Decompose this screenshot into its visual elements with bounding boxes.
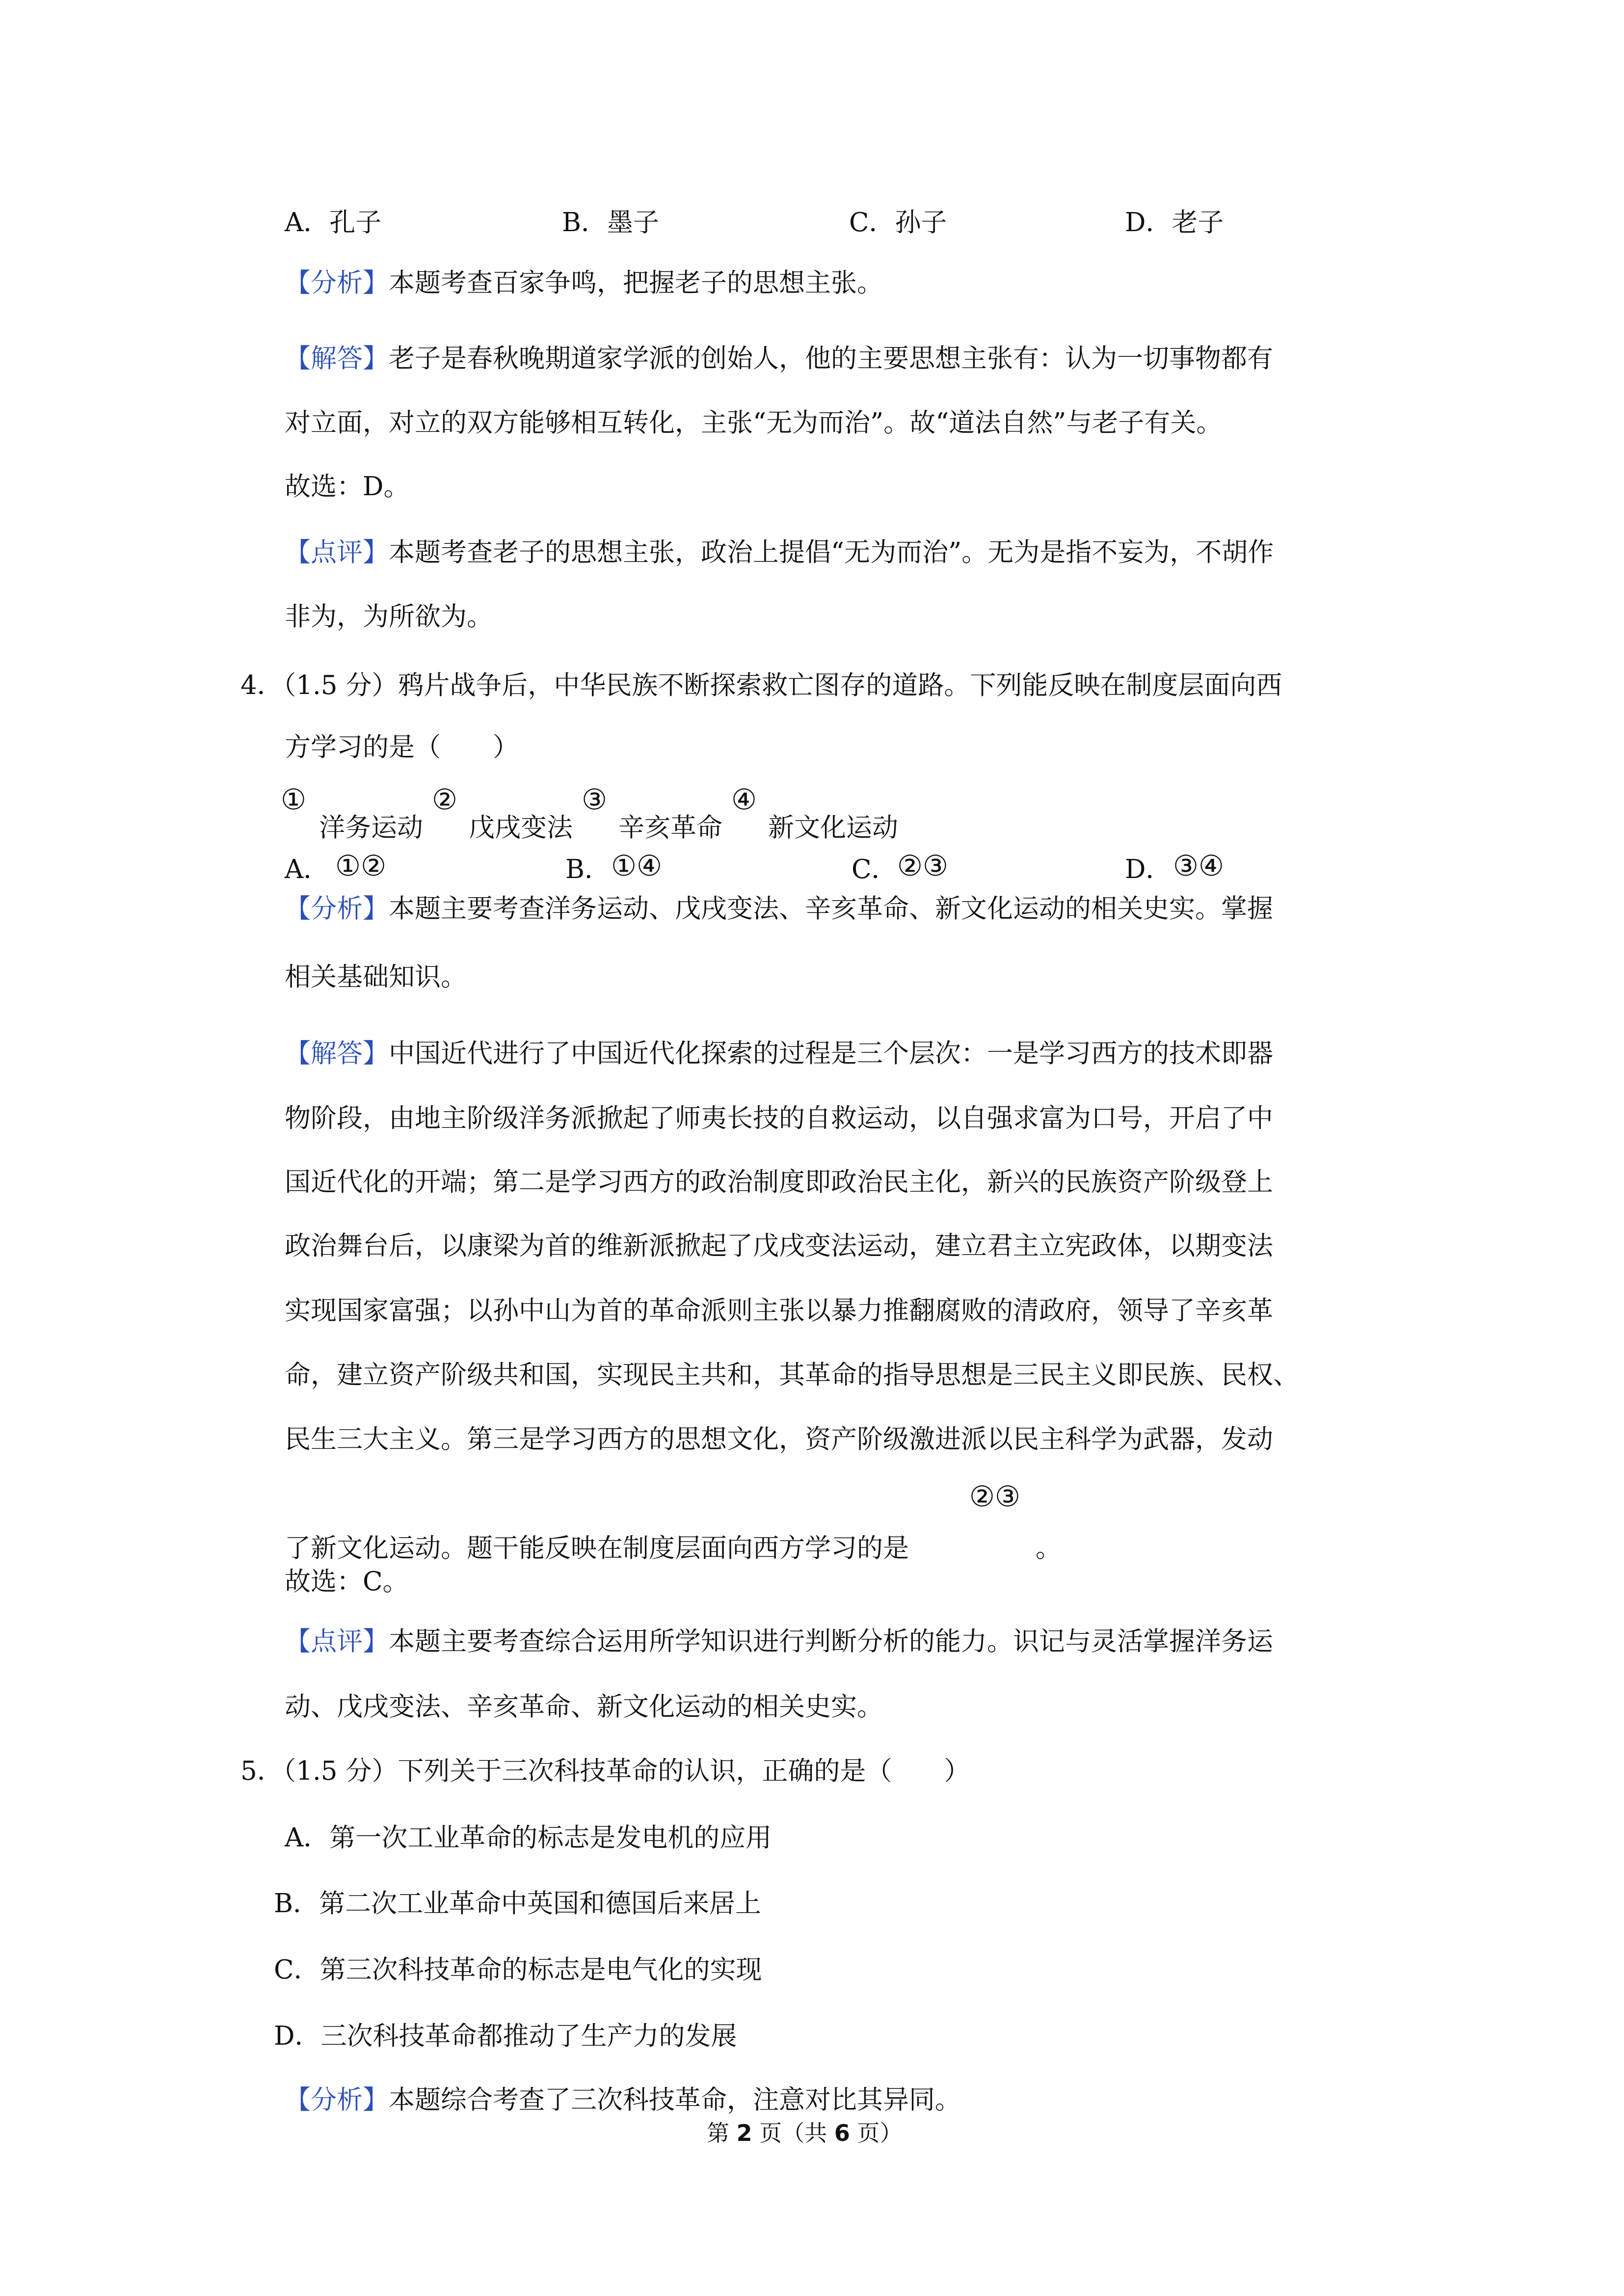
q4-option-d-value: ③④ — [1173, 849, 1224, 882]
q4-option-a-letter: A． — [285, 854, 330, 884]
q4-answer-text-1: 中国近代进行了中国近代化探索的过程是三个层次：一是学习西方的技术即器 — [389, 1039, 1273, 1068]
comment-tag: 【点评】 — [285, 1627, 389, 1656]
q4-answer-line-7: 民生三大主义。第三是学习西方的思想文化，资产阶级激进派以民主科学为武器，发动 — [285, 1424, 1273, 1454]
comment-tag: 【点评】 — [285, 537, 389, 567]
q4-option-c-letter: C． — [852, 854, 898, 884]
q3-comment-line-2: 非为，为所欲为。 — [285, 602, 493, 632]
q4-item-2-num: ② — [432, 783, 457, 816]
answer-tag: 【解答】 — [285, 1039, 389, 1068]
footer-post: 页） — [850, 2120, 903, 2146]
q3-option-a: A．孔子 — [285, 208, 382, 238]
q5-option-b: B．第二次工业革命中英国和德国后来居上 — [274, 1889, 761, 1919]
footer-pre: 第 — [707, 2120, 737, 2146]
q4-answer-line-2: 物阶段，由地主阶级洋务派掀起了师夷长技的自救运动，以自强求富为口号，开启了中 — [285, 1103, 1273, 1133]
q5-analysis — [285, 2087, 961, 2113]
q3-comment-text-1: 本题考查老子的思想主张，政治上提倡“无为而治”。无为是指不妄为，不胡作 — [389, 537, 1274, 567]
q4-item-1-text: 洋务运动 — [319, 813, 423, 843]
q3-analysis-text: 本题考查百家争鸣，把握老子的思想主张。 — [389, 268, 883, 298]
q4-analysis-text-1: 本题主要考查洋务运动、戊戌变法、辛亥革命、新文化运动的相关史实。掌握 — [389, 894, 1273, 924]
q5-stem: 5．（1.5 分）下列关于三次科技革命的认识，正确的是（ ） — [240, 1756, 970, 1786]
q4-answer-inline-value: ②③ — [969, 1480, 1020, 1513]
q4-answer-last-line: 了新文化运动。题干能反映在制度层面向西方学习的是 — [285, 1533, 909, 1563]
q4-answer-line-5: 实现国家富强；以孙中山为首的革命派则主张以暴力推翻腐败的清政府，领导了辛亥革 — [285, 1296, 1273, 1326]
page-footer — [707, 2122, 903, 2144]
q4-answer-line-1 — [285, 1041, 1273, 1067]
q4-answer-last-end: 。 — [1036, 1533, 1062, 1563]
q4-answer-choice: 故选：C。 — [285, 1567, 409, 1597]
q5-analysis-text: 本题综合考查了三次科技革命，注意对比其异同。 — [389, 2085, 961, 2115]
q3-comment-line-1 — [285, 539, 1274, 565]
q3-analysis — [285, 270, 883, 296]
q4-item-2-text: 戊戌变法 — [469, 813, 573, 843]
q4-answer-line-3: 国近代化的开端；第二是学习西方的政治制度即政治民主化，新兴的民族资产阶级登上 — [285, 1167, 1273, 1197]
q4-option-c-value: ②③ — [897, 849, 948, 882]
analysis-tag: 【分析】 — [285, 268, 389, 298]
q4-answer-line-4: 政治舞台后，以康梁为首的维新派掀起了戊戌变法运动，建立君主立宪政体，以期变法 — [285, 1231, 1273, 1261]
q4-option-a-value: ①② — [335, 849, 386, 882]
q4-analysis-line-2: 相关基础知识。 — [285, 962, 467, 992]
q3-answer-choice: 故选：D。 — [285, 472, 410, 502]
q3-option-d: D．老子 — [1125, 208, 1224, 238]
q4-item-1-num: ① — [281, 783, 306, 816]
q5-option-a: A．第一次工业革命的标志是发电机的应用 — [285, 1823, 772, 1853]
footer-page-number: 2 — [736, 2120, 752, 2146]
q4-analysis-line-1 — [285, 896, 1273, 922]
q5-option-d: D．三次科技革命都推动了生产力的发展 — [274, 2021, 737, 2051]
q3-answer-text-1: 老子是春秋晚期道家学派的创始人，他的主要思想主张有：认为一切事物都有 — [389, 344, 1273, 374]
q3-answer-line-2: 对立面，对立的双方能够相互转化，主张“无为而治”。故“道法自然”与老子有关。 — [285, 408, 1223, 438]
q4-option-b-letter: B． — [565, 854, 611, 884]
q4-item-4-num: ④ — [731, 783, 757, 816]
q3-option-c: C．孙子 — [849, 208, 947, 238]
q4-item-4-text: 新文化运动 — [768, 813, 898, 843]
q4-comment-line-1 — [285, 1629, 1273, 1655]
answer-tag: 【解答】 — [285, 344, 389, 374]
q4-stem-line-2: 方学习的是（ ） — [285, 732, 519, 762]
analysis-tag: 【分析】 — [285, 894, 389, 924]
q4-item-3-text: 辛亥革命 — [618, 813, 722, 843]
q3-answer-line-1 — [285, 346, 1273, 372]
q4-answer-line-6: 命，建立资产阶级共和国，实现民主共和，其革命的指导思想是三民主义即民族、民权、 — [285, 1360, 1299, 1390]
footer-mid: 页（共 — [752, 2120, 834, 2146]
q4-option-b-value: ①④ — [611, 849, 662, 882]
q4-comment-text-1: 本题主要考查综合运用所学知识进行判断分析的能力。识记与灵活掌握洋务运 — [389, 1627, 1273, 1656]
q4-option-d-letter: D． — [1125, 854, 1172, 884]
footer-total-pages: 6 — [834, 2120, 850, 2146]
q4-stem-line-1: 4．（1.5 分）鸦片战争后，中华民族不断探索救亡图存的道路。下列能反映在制度层面向西 — [240, 670, 1282, 700]
q4-item-3-num: ③ — [582, 783, 607, 816]
q4-comment-line-2: 动、戊戌变法、辛亥革命、新文化运动的相关史实。 — [285, 1692, 883, 1722]
q3-option-b: B．墨子 — [562, 208, 659, 238]
q5-option-c: C．第三次科技革命的标志是电气化的实现 — [274, 1955, 762, 1985]
analysis-tag: 【分析】 — [285, 2085, 389, 2115]
